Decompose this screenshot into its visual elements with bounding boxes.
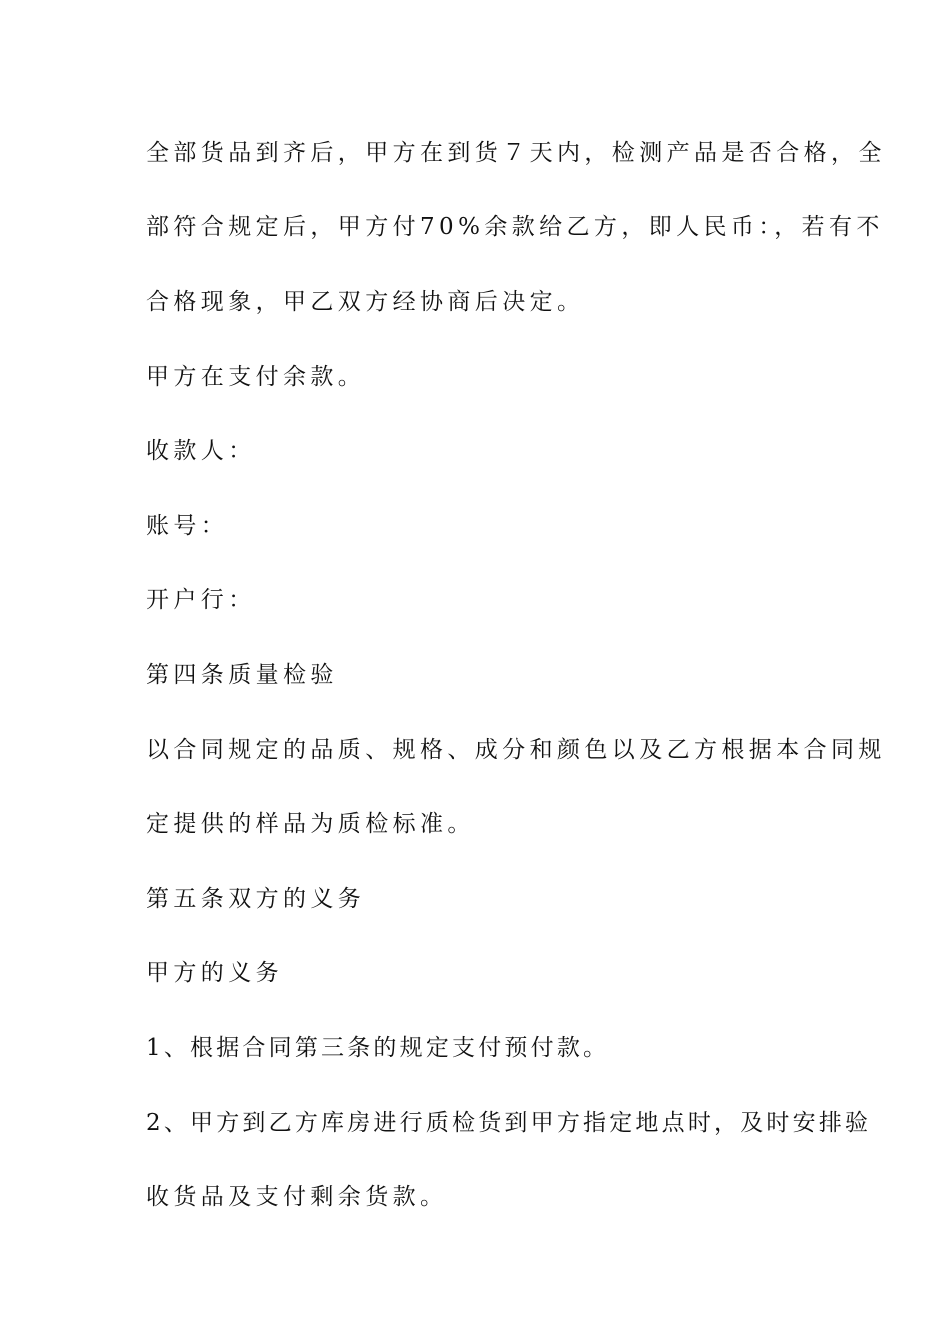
list-item: 2、甲方到乙方库房进行质检货到甲方指定地点时，及时安排验 (146, 1110, 872, 1136)
paragraph-line: 部符合规定后，甲方付70%余款给乙方，即人民币：，若有不 (146, 214, 884, 240)
paragraph-line: 以合同规定的品质、规格、成分和颜色以及乙方根据本合同规 (146, 737, 886, 763)
field-label-bank: 开户行： (146, 587, 256, 613)
paragraph-line: 合格现象，甲乙双方经协商后决定。 (146, 289, 585, 315)
section-heading: 第五条双方的义务 (146, 886, 366, 912)
subsection-heading: 甲方的义务 (146, 960, 283, 986)
paragraph-line: 全部货品到齐后，甲方在到货７天内，检测产品是否合格，全 (146, 140, 886, 166)
list-item: 1、根据合同第三条的规定支付预付款。 (146, 1035, 610, 1061)
paragraph-line: 定提供的样品为质检标准。 (146, 811, 475, 837)
field-label-payee: 收款人： (146, 438, 256, 464)
paragraph-line: 收货品及支付剩余货款。 (146, 1184, 448, 1210)
section-heading: 第四条质量检验 (146, 662, 338, 688)
paragraph-line: 甲方在支付余款。 (146, 364, 366, 390)
field-label-account: 账号： (146, 513, 229, 539)
